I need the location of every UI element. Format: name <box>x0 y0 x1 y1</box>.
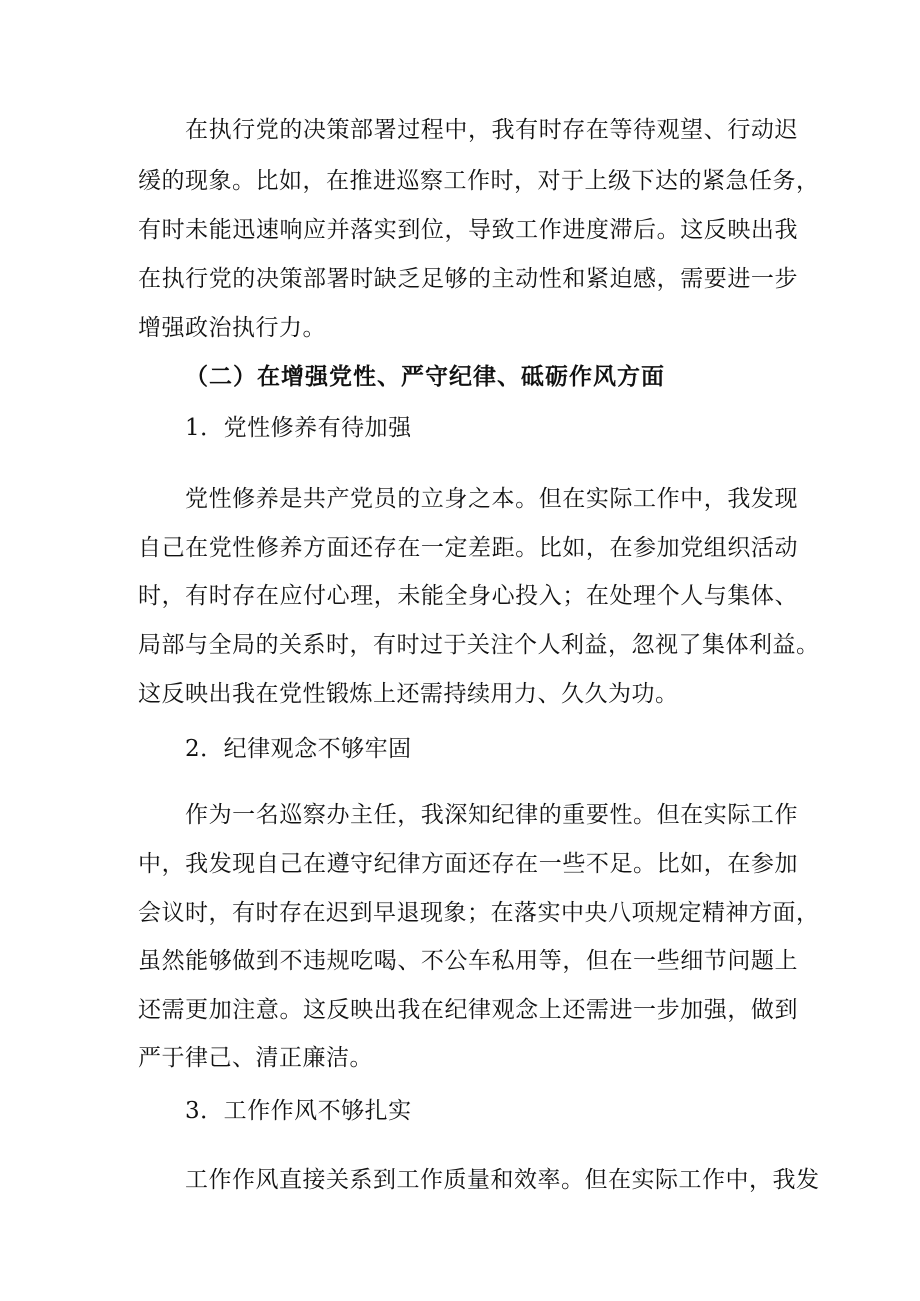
section-heading: （二）在增强党性、严守纪律、砥砺作风方面 <box>185 363 665 390</box>
text-line: 增强政治执行力。 <box>138 315 326 341</box>
text-line: 会议时，有时存在迟到早退现象；在落实中央八项规定精神方面， <box>138 900 820 926</box>
text-line: 在执行党的决策部署过程中，我有时存在等待观望、行动迟 <box>185 117 798 143</box>
text-line: 工作作风直接关系到工作质量和效率。但在实际工作中，我发 <box>185 1167 820 1193</box>
text-line: 作为一名巡察办主任，我深知纪律的重要性。但在实际工作 <box>185 802 798 828</box>
text-line: 还需更加注意。这反映出我在纪律观念上还需进一步加强，做到 <box>138 997 798 1023</box>
text-line: 严于律己、清正廉洁。 <box>138 1045 373 1071</box>
text-line: 虽然能够做到不违规吃喝、不公车私用等，但在一些细节问题上 <box>138 948 798 974</box>
text-line: 自己在党性修养方面还存在一定差距。比如，在参加党组织活动 <box>138 535 798 561</box>
text-line: 中，我发现自己在遵守纪律方面还存在一些不足。比如，在参加 <box>138 851 798 877</box>
item-title-discipline: 2．纪律观念不够牢固 <box>185 736 412 762</box>
text-line: 时，有时存在应付心理，未能全身心投入；在处理个人与集体、 <box>138 583 798 609</box>
text-line: 在执行党的决策部署时缺乏足够的主动性和紧迫感，需要进一步 <box>138 266 798 292</box>
text-line: 局部与全局的关系时，有时过于关注个人利益，忽视了集体利益。 <box>138 632 820 658</box>
text-line: 党性修养是共产党员的立身之本。但在实际工作中，我发现 <box>185 486 798 512</box>
item-title-party-spirit: 1．党性修养有待加强 <box>185 415 412 441</box>
item-title-work-style: 3．工作作风不够扎实 <box>185 1098 412 1124</box>
text-line: 缓的现象。比如，在推进巡察工作时，对于上级下达的紧急任务， <box>138 168 820 194</box>
text-line: 有时未能迅速响应并落实到位，导致工作进度滞后。这反映出我 <box>138 217 798 243</box>
text-line: 这反映出我在党性锻炼上还需持续用力、久久为功。 <box>138 681 679 707</box>
